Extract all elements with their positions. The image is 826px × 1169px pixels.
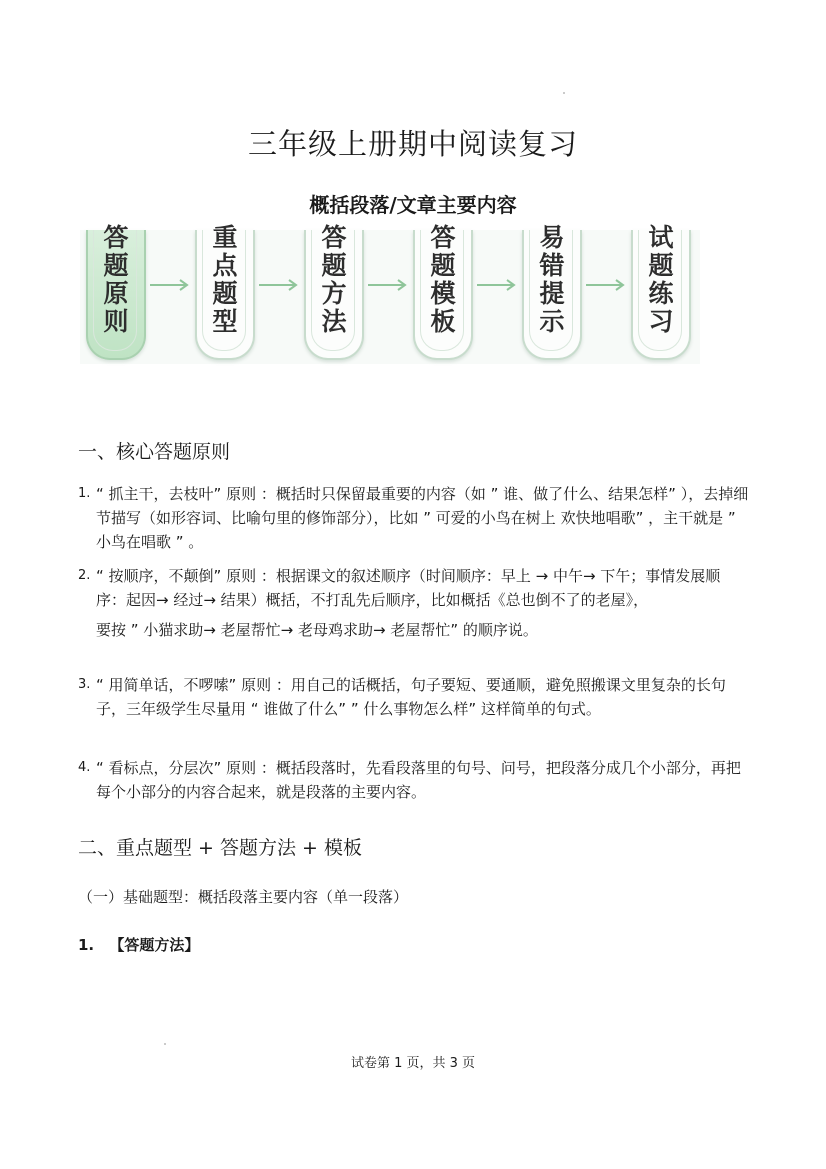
section-heading-question-types: 二、重点题型 + 答题方法 + 模板 <box>78 837 362 859</box>
item-text: “ 看标点，分层次” 原则 ：概括段落时，先看段落里的句号、问号，把段落分成几个小部分，再把每个小部分的内容合起来，就是段落的主要内容。 <box>96 759 741 801</box>
item-number: 3. <box>78 677 91 692</box>
section-heading-principles: 一、核心答题原则 <box>78 441 231 463</box>
flow-step <box>304 223 364 360</box>
arrow-right-icon <box>366 278 410 292</box>
method-number: 1. <box>78 936 95 954</box>
method-label: 【答题方法】 <box>109 936 200 954</box>
page-subtitle: 概括段落/文章主要内容 <box>309 193 517 217</box>
item-text: “ 按顺序，不颠倒” 原则 ：根据课文的叙述顺序（时间顺序：早上 → 中午→ 下午；事情发展顺序：起因→ 经过→ 结果）概括，不打乱先后顺序，比如概括《总也倒不了的老屋》， <box>96 567 721 609</box>
flow-diagram <box>80 223 700 364</box>
speck-mark <box>164 1043 166 1045</box>
flow-step-label: 答 题 模 板 <box>430 223 456 336</box>
flow-step <box>631 223 691 360</box>
principle-item <box>78 482 750 554</box>
flow-step-label: 易 错 提 示 <box>539 223 565 336</box>
arrow-right-icon <box>475 278 519 292</box>
principle-item <box>78 673 750 721</box>
page-title: 三年级上册期中阅读复习 <box>247 127 578 161</box>
arrow-right-icon <box>257 278 301 292</box>
arrow-right-icon <box>148 278 192 292</box>
arrow-right-icon <box>584 278 628 292</box>
item-text: “ 抓主干，去枝叶” 原则 ：概括时只保留最重要的内容（如 ” 谁、做了什么、结果怎样” ），去掉细节描写（如形容词、比喻句里的修饰部分），比如 ” 可爱的小鸟在树上 欢快地唱歌” ，主干就是 ” 小鸟在唱歌 ” 。 <box>96 485 749 551</box>
flow-step-label: 试 题 练 习 <box>648 223 674 336</box>
page-footer: 试卷第 1 页，共 3 页 <box>350 1056 476 1071</box>
flow-step <box>413 223 473 360</box>
item-number: 1. <box>78 486 91 501</box>
item-text: “ 用简单话，不啰嗦” 原则 ：用自己的话概括，句子要短、要通顺，避免照搬课文里复杂的长句子，三年级学生尽量用 “ 谁做了什么” ” 什么事物怎么样” 这样简单的句式。 <box>96 676 726 718</box>
subsection-heading: （一）基础题型：概括段落主要内容（单一段落） <box>78 888 409 906</box>
flow-step <box>522 223 582 360</box>
flow-step-label: 重 点 题 型 <box>212 223 238 336</box>
speck-mark <box>563 92 565 94</box>
item-number: 2. <box>78 568 91 583</box>
method-heading <box>78 934 199 955</box>
principle-item <box>78 756 750 804</box>
flow-step-label: 答 题 方 法 <box>321 223 347 336</box>
flow-step-label: 答 题 原 则 <box>103 223 129 336</box>
flow-step <box>195 223 255 360</box>
item-text-continued: 要按 ” 小猫求助→ 老屋帮忙→ 老母鸡求助→ 老屋帮忙” 的顺序说。 <box>96 621 538 639</box>
principle-item <box>78 564 750 642</box>
item-number: 4. <box>78 760 91 775</box>
flow-step <box>86 223 146 360</box>
